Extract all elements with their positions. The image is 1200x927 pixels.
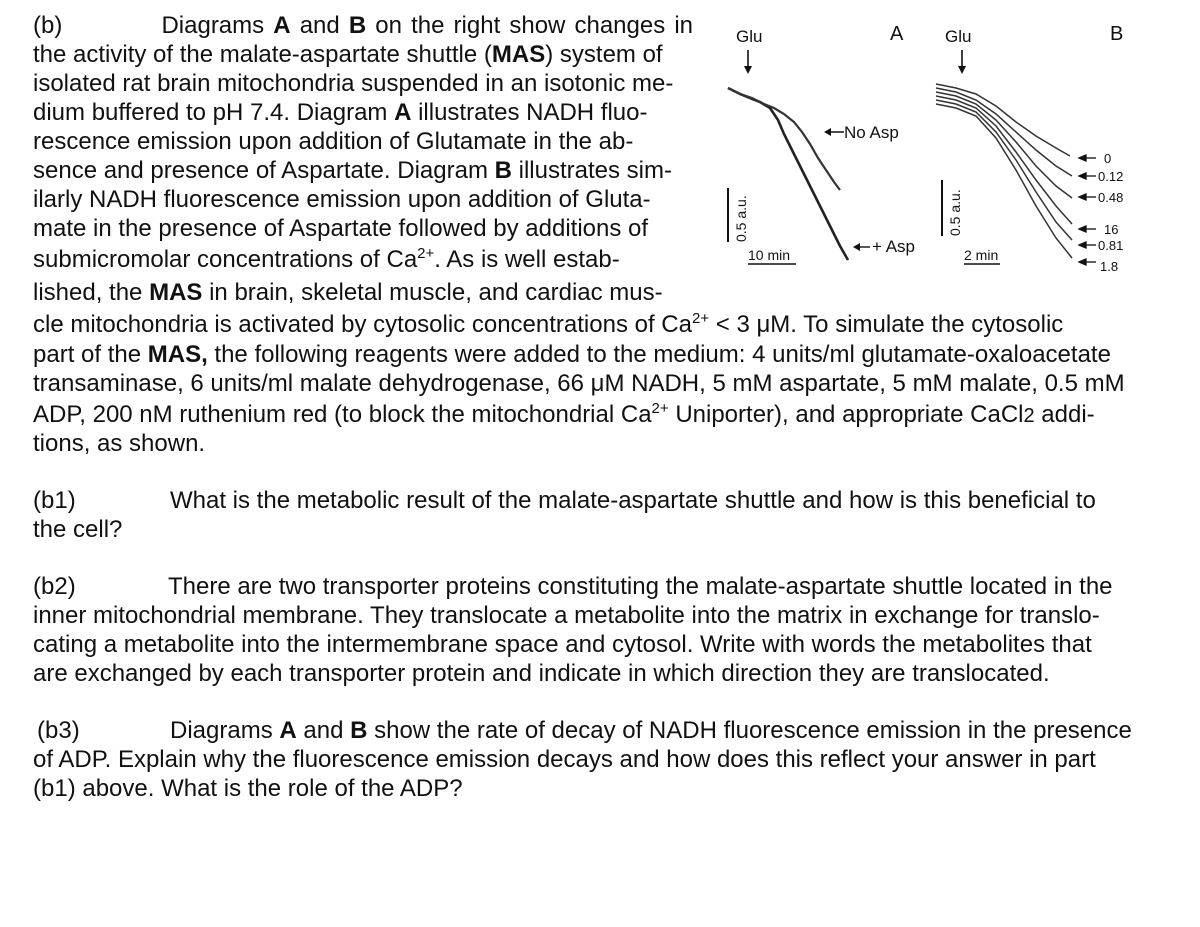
ca-label-048: 0.48 xyxy=(1098,190,1124,205)
panel-b-glu-arrow xyxy=(958,50,966,74)
ca-label-081: 0.81 xyxy=(1098,238,1124,253)
panel-b-scale-y-label: 0.5 a.u. xyxy=(947,189,963,236)
b3-line-1: Diagrams A and B show the rate of decay of NADH fluorescence emission in the presence xyxy=(170,717,1132,744)
b-line-8: mate in the presence of Aspartate followed by additions of xyxy=(33,215,649,242)
b-line-5: rescence emission upon addition of Glutamate in the ab- xyxy=(33,128,634,155)
b-line-1: (b) Diagrams A and B on the right show changes in xyxy=(33,12,693,39)
plus-asp-arrow xyxy=(853,243,870,251)
panel-b-scale-x-label: 2 min xyxy=(964,247,999,263)
panel-a-title: A xyxy=(890,23,904,45)
panel-b-ca-arrows xyxy=(1079,155,1096,265)
b2-line-3: cating a metabolite into the intermembrane space and cytosol. Write with words the metabolites that xyxy=(33,631,1092,658)
b3-label: (b3) xyxy=(37,717,80,744)
b-line-13: transaminase, 6 units/ml malate dehydrogenase, 66 μM NADH, 5 mM aspartate, 5 mM malate, 0.5 mM xyxy=(33,370,1125,397)
ca-label-18: 1.8 xyxy=(1100,259,1119,274)
panel-a-scale-x-label: 10 min xyxy=(748,247,791,263)
b3-line-3: (b1) above. What is the role of the ADP? xyxy=(33,775,463,802)
panel-a-plus-asp-label: + Asp xyxy=(872,237,916,256)
b2-line-4: are exchanged by each transporter protein and indicate in which direction they are translocated. xyxy=(33,660,1050,687)
panel-a-trace-no-asp xyxy=(728,88,840,190)
b-line-4: dium buffered to pH 7.4. Diagram A illustrates NADH fluo- xyxy=(33,99,648,126)
b-line-10: lished, the MAS in brain, skeletal muscle, and cardiac mus- xyxy=(33,279,663,306)
ca-label-0: 0 xyxy=(1104,151,1112,166)
panel-a-glu-label: Glu xyxy=(736,27,763,46)
b-label: (b) xyxy=(33,12,63,39)
b1-label: (b1) xyxy=(33,487,76,514)
b1-text: What is the metabolic result of the malate-aspartate shuttle and how is this beneficial to xyxy=(170,487,1096,514)
ca-label-16: 16 xyxy=(1104,222,1119,237)
nadh-fluorescence-figure xyxy=(720,10,1190,295)
b1-text-2: the cell? xyxy=(33,516,123,543)
panel-a xyxy=(728,23,915,264)
b-line-11: cle mitochondria is activated by cytosolic concentrations of $Ca^{2+} < 3$ μM. To simulate the cytosolic xyxy=(33,310,1064,338)
b-line-15: tions, as shown. xyxy=(33,430,206,457)
panel-b-title: B xyxy=(1110,23,1124,45)
b-line-12: part of the MAS, the following reagents were added to the medium: 4 units/ml glutamate-oxaloacetate xyxy=(33,341,1111,368)
b-line-2: the activity of the malate-aspartate shuttle (MAS) system of xyxy=(33,41,663,68)
b-line-3: isolated rat brain mitochondria suspended in an isotonic me- xyxy=(33,70,674,97)
b-line-9: submicromolar concentrations of $Ca^{2+}$. As is well estab- xyxy=(33,245,620,273)
b2-line-2: inner mitochondrial membrane. They translocate a metabolite into the matrix in exchange for translo- xyxy=(33,602,1100,629)
ca-label-012: 0.12 xyxy=(1098,169,1124,184)
b2-label: (b2) xyxy=(33,573,76,600)
panel-b-trace-012 xyxy=(936,88,1072,176)
panel-b-glu-label: Glu xyxy=(945,27,972,46)
panel-a-no-asp-label: No Asp xyxy=(844,123,899,142)
panel-b xyxy=(936,23,1123,274)
no-asp-arrow xyxy=(824,128,844,136)
b2-line-1: There are two transporter proteins constituting the malate-aspartate shuttle located in the xyxy=(168,573,1113,600)
panel-a-glu-arrow xyxy=(744,50,752,74)
b-line-14: ADP, 200 nM ruthenium red (to block the mitochondrial $Ca^{2+}$ Uniporter), and appropriate CaCl2 addi- xyxy=(33,400,1095,428)
b-line-7: ilarly NADH fluorescence emission upon addition of Gluta- xyxy=(33,186,651,213)
b-line-6: sence and presence of Aspartate. Diagram B illustrates sim- xyxy=(33,157,672,184)
b3-line-2: of ADP. Explain why the fluorescence emission decays and how does this reflect your answer in part xyxy=(33,746,1096,773)
panel-a-scale-y-label: 0.5 a.u. xyxy=(733,195,749,242)
